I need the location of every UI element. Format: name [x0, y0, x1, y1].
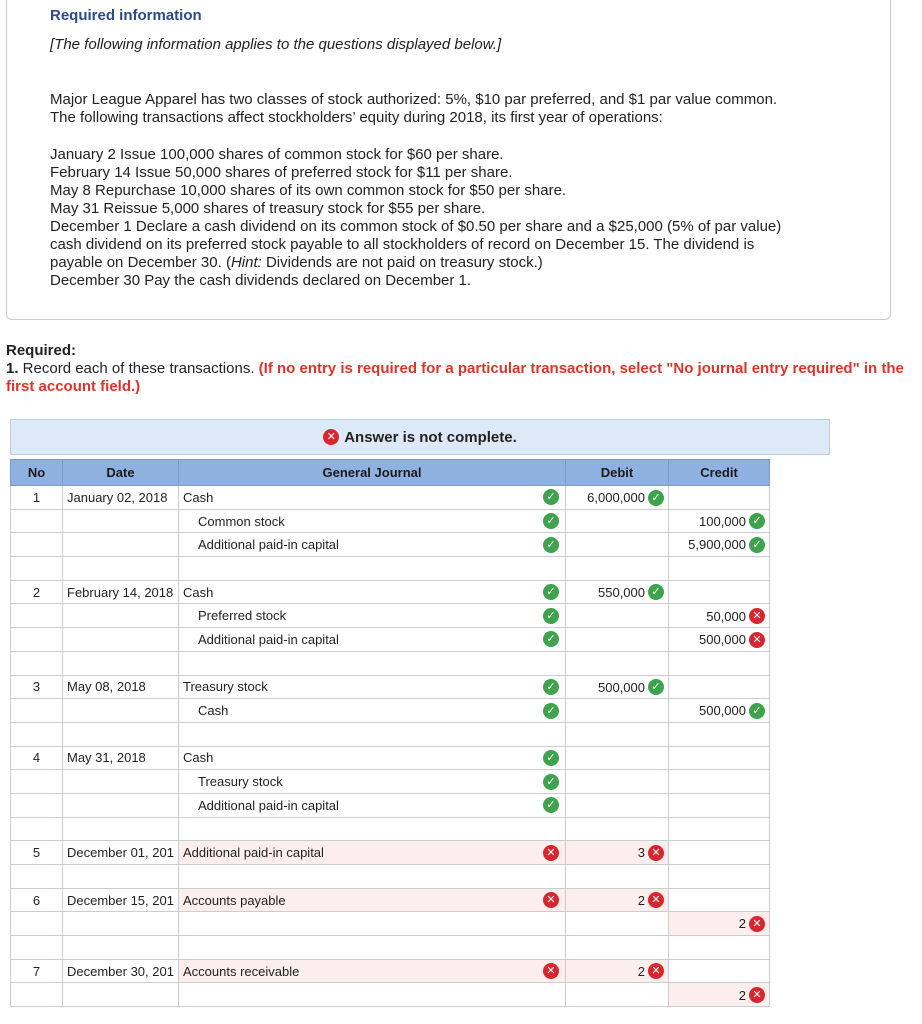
- debit-input[interactable]: [566, 699, 669, 723]
- check-icon: ✓: [749, 513, 765, 529]
- credit-input[interactable]: [669, 533, 770, 557]
- debit-input[interactable]: [566, 486, 669, 510]
- x-icon: ✕: [648, 845, 664, 861]
- account-name: Cash: [183, 584, 214, 600]
- check-icon: ✓: [749, 537, 765, 553]
- account-name: Cash: [183, 489, 214, 505]
- credit-input[interactable]: [669, 912, 770, 936]
- transaction-6: December 30 Pay the cash dividends declared on December 1.: [50, 272, 472, 289]
- empty-cell[interactable]: [179, 865, 566, 889]
- account-select[interactable]: [179, 841, 566, 865]
- table-row: [11, 746, 770, 770]
- entry-number: 4: [11, 746, 63, 770]
- empty-cell[interactable]: [179, 817, 566, 841]
- entry-number: [11, 912, 63, 936]
- blank-row: [11, 936, 770, 960]
- date-cell[interactable]: [63, 509, 179, 533]
- table-row: [11, 912, 770, 936]
- info-title: Required information: [50, 7, 202, 24]
- account-name: Additional paid-in capital: [198, 797, 339, 813]
- account-select[interactable]: [179, 486, 566, 510]
- credit-input[interactable]: [669, 888, 770, 912]
- check-icon: ✓: [543, 584, 559, 600]
- date-cell[interactable]: December 30, 201: [63, 959, 179, 983]
- credit-input[interactable]: [669, 604, 770, 628]
- table-row: [11, 959, 770, 983]
- transaction-4: May 31 Reissue 5,000 shares of treasury stock for $55 per share.: [50, 200, 486, 217]
- empty-cell[interactable]: [669, 557, 770, 581]
- debit-input[interactable]: [566, 912, 669, 936]
- entry-number: [11, 509, 63, 533]
- date-cell[interactable]: February 14, 2018: [63, 580, 179, 604]
- account-name: Additional paid-in capital: [198, 631, 339, 647]
- empty-cell[interactable]: [566, 722, 669, 746]
- debit-input[interactable]: [566, 580, 669, 604]
- credit-input[interactable]: [669, 699, 770, 723]
- account-select[interactable]: [179, 912, 566, 936]
- hint-label: Hint:: [230, 254, 262, 271]
- debit-input[interactable]: [566, 770, 669, 794]
- col-header-date: Date: [63, 460, 179, 486]
- empty-cell[interactable]: [669, 865, 770, 889]
- debit-input[interactable]: [566, 793, 669, 817]
- date-cell[interactable]: December 15, 201: [63, 888, 179, 912]
- date-cell[interactable]: May 31, 2018: [63, 746, 179, 770]
- entry-number: 1: [11, 486, 63, 510]
- x-icon: ✕: [749, 608, 765, 624]
- transaction-5c: payable on December 30. (Hint: Dividends are not paid on treasury stock.): [50, 254, 543, 271]
- check-icon: ✓: [648, 490, 664, 506]
- entry-number: [11, 533, 63, 557]
- table-row: [11, 888, 770, 912]
- account-name: Accounts payable: [183, 892, 286, 908]
- empty-cell[interactable]: [179, 557, 566, 581]
- table-row: [11, 983, 770, 1007]
- check-icon: ✓: [543, 631, 559, 647]
- check-icon: ✓: [648, 679, 664, 695]
- credit-input[interactable]: [669, 509, 770, 533]
- entry-number: 5: [11, 841, 63, 865]
- problem-intro: Major League Apparel has two classes of stock authorized: 5%, $10 par preferred, and $1 par value common. The following transactions affect stockholders’ equity during 2018, its first year of operations:: [50, 91, 778, 126]
- debit-input[interactable]: [566, 675, 669, 699]
- account-select[interactable]: [179, 746, 566, 770]
- debit-value: 500,000: [598, 679, 645, 695]
- account-select[interactable]: [179, 888, 566, 912]
- required-heading: Required:: [6, 342, 77, 359]
- credit-value: 2: [738, 916, 746, 932]
- table-row: [11, 486, 770, 510]
- date-cell[interactable]: January 02, 2018: [63, 486, 179, 510]
- transaction-5a: December 1 Declare a cash dividend on its common stock of $0.50 per share and a $25,000 (5% of par value): [50, 218, 782, 235]
- debit-input[interactable]: [566, 604, 669, 628]
- account-name: Cash: [183, 750, 214, 766]
- table-row: [11, 675, 770, 699]
- transactions-list: [50, 146, 870, 290]
- answer-status-bar: ✕ Answer is not complete.: [10, 419, 830, 455]
- x-icon: ✕: [749, 632, 765, 648]
- credit-value: 5,900,000: [688, 537, 746, 553]
- credit-input[interactable]: [669, 486, 770, 510]
- empty-cell: [63, 936, 179, 960]
- date-cell[interactable]: [63, 604, 179, 628]
- table-row: [11, 628, 770, 652]
- empty-cell: [11, 817, 63, 841]
- credit-input[interactable]: [669, 841, 770, 865]
- empty-cell: [11, 936, 63, 960]
- account-select[interactable]: [179, 770, 566, 794]
- blank-row: [11, 557, 770, 581]
- debit-input[interactable]: [566, 746, 669, 770]
- empty-cell[interactable]: [179, 651, 566, 675]
- empty-cell[interactable]: [566, 651, 669, 675]
- entry-number: 3: [11, 675, 63, 699]
- empty-cell[interactable]: [566, 865, 669, 889]
- credit-input[interactable]: [669, 959, 770, 983]
- date-cell[interactable]: [63, 533, 179, 557]
- credit-value: 500,000: [699, 632, 746, 648]
- account-name: Preferred stock: [198, 608, 287, 624]
- blank-row: [11, 817, 770, 841]
- credit-value: 50,000: [706, 608, 746, 624]
- col-header-no: No: [11, 460, 63, 486]
- entry-number: 7: [11, 959, 63, 983]
- credit-value: 2: [738, 987, 746, 1003]
- account-name: Treasury stock: [183, 679, 268, 695]
- empty-cell: [11, 865, 63, 889]
- debit-value: 6,000,000: [587, 490, 645, 506]
- check-icon: ✓: [543, 774, 559, 790]
- date-cell[interactable]: [63, 912, 179, 936]
- check-icon: ✓: [648, 584, 664, 600]
- date-cell[interactable]: [63, 770, 179, 794]
- x-icon: ✕: [749, 916, 765, 932]
- check-icon: ✓: [543, 513, 559, 529]
- entry-number: [11, 770, 63, 794]
- account-name: Cash: [198, 703, 229, 719]
- transaction-1: January 2 Issue 100,000 shares of common stock for $60 per share.: [50, 146, 504, 163]
- empty-cell: [11, 557, 63, 581]
- empty-cell: [11, 722, 63, 746]
- account-select[interactable]: [179, 959, 566, 983]
- credit-input[interactable]: [669, 675, 770, 699]
- table-row: [11, 604, 770, 628]
- empty-cell[interactable]: [179, 936, 566, 960]
- debit-input[interactable]: [566, 841, 669, 865]
- entry-number: 2: [11, 580, 63, 604]
- debit-value: 2: [637, 963, 645, 979]
- table-row: [11, 580, 770, 604]
- account-name: Additional paid-in capital: [183, 845, 324, 861]
- table-row: [11, 793, 770, 817]
- credit-value: 100,000: [699, 513, 746, 529]
- entry-number: [11, 628, 63, 652]
- account-select[interactable]: [179, 699, 566, 723]
- blank-row: [11, 865, 770, 889]
- check-icon: ✓: [543, 537, 559, 553]
- account-name: Additional paid-in capital: [198, 537, 339, 553]
- credit-input[interactable]: [669, 580, 770, 604]
- check-icon: ✓: [543, 703, 559, 719]
- empty-cell[interactable]: [179, 722, 566, 746]
- debit-input[interactable]: [566, 959, 669, 983]
- empty-cell: [63, 557, 179, 581]
- account-select[interactable]: [179, 580, 566, 604]
- transaction-5b: cash dividend on its preferred stock payable to all stockholders of record on December 15. The dividend is: [50, 236, 755, 253]
- check-icon: ✓: [749, 703, 765, 719]
- empty-cell: [11, 651, 63, 675]
- entry-number: [11, 793, 63, 817]
- credit-input[interactable]: [669, 628, 770, 652]
- credit-input[interactable]: [669, 793, 770, 817]
- account-name: Accounts receivable: [183, 963, 300, 979]
- check-icon: ✓: [543, 750, 559, 766]
- date-cell[interactable]: [63, 983, 179, 1007]
- entry-number: [11, 983, 63, 1007]
- account-select[interactable]: [179, 793, 566, 817]
- empty-cell[interactable]: [669, 651, 770, 675]
- x-icon: ✕: [648, 892, 664, 908]
- empty-cell: [63, 865, 179, 889]
- check-icon: ✓: [543, 797, 559, 813]
- empty-cell: [63, 722, 179, 746]
- date-cell[interactable]: [63, 699, 179, 723]
- date-cell[interactable]: [63, 628, 179, 652]
- debit-input[interactable]: [566, 888, 669, 912]
- x-icon: ✕: [543, 963, 559, 979]
- account-name: Treasury stock: [198, 774, 283, 790]
- debit-input[interactable]: [566, 628, 669, 652]
- account-select[interactable]: [179, 675, 566, 699]
- empty-cell[interactable]: [669, 722, 770, 746]
- account-select[interactable]: [179, 509, 566, 533]
- account-select[interactable]: [179, 533, 566, 557]
- entry-number: [11, 699, 63, 723]
- date-cell[interactable]: December 01, 201: [63, 841, 179, 865]
- col-header-journal: General Journal: [179, 460, 566, 486]
- account-select[interactable]: [179, 628, 566, 652]
- table-row: [11, 533, 770, 557]
- empty-cell[interactable]: [669, 936, 770, 960]
- x-icon: ✕: [543, 892, 559, 908]
- date-cell[interactable]: [63, 793, 179, 817]
- debit-input[interactable]: [566, 983, 669, 1007]
- date-cell[interactable]: May 08, 2018: [63, 675, 179, 699]
- empty-cell: [63, 651, 179, 675]
- table-row: [11, 770, 770, 794]
- credit-input[interactable]: [669, 770, 770, 794]
- table-row: [11, 509, 770, 533]
- empty-cell[interactable]: [566, 936, 669, 960]
- x-icon: ✕: [323, 429, 339, 445]
- empty-cell[interactable]: [566, 557, 669, 581]
- debit-value: 550,000: [598, 584, 645, 600]
- empty-cell[interactable]: [566, 817, 669, 841]
- x-icon: ✕: [648, 963, 664, 979]
- credit-value: 500,000: [699, 703, 746, 719]
- required-instruction: 1. Record each of these transactions. (If no entry is required for a particular transaction, select "No journal entry required" in the first account field.): [6, 360, 904, 395]
- info-subtitle: [The following information applies to the questions displayed below.]: [50, 36, 502, 53]
- debit-value: 2: [637, 892, 645, 908]
- credit-input[interactable]: [669, 746, 770, 770]
- blank-row: [11, 722, 770, 746]
- x-icon: ✕: [543, 845, 559, 861]
- debit-input[interactable]: [566, 533, 669, 557]
- table-row: [11, 699, 770, 723]
- account-name: Common stock: [198, 513, 285, 529]
- debit-value: 3: [637, 845, 645, 861]
- credit-input[interactable]: [669, 983, 770, 1007]
- account-select[interactable]: [179, 983, 566, 1007]
- col-header-credit: Credit: [669, 460, 770, 486]
- entry-number: [11, 604, 63, 628]
- transaction-2: February 14 Issue 50,000 shares of preferred stock for $11 per share.: [50, 164, 513, 181]
- col-header-debit: Debit: [566, 460, 669, 486]
- table-row: [11, 841, 770, 865]
- blank-row: [11, 651, 770, 675]
- empty-cell: [63, 817, 179, 841]
- transaction-3: May 8 Repurchase 10,000 shares of its own common stock for $50 per share.: [50, 182, 567, 199]
- check-icon: ✓: [543, 489, 559, 505]
- empty-cell[interactable]: [669, 817, 770, 841]
- check-icon: ✓: [543, 679, 559, 695]
- general-journal-table: [10, 459, 770, 1007]
- debit-input[interactable]: [566, 509, 669, 533]
- account-select[interactable]: [179, 604, 566, 628]
- check-icon: ✓: [543, 608, 559, 624]
- entry-number: 6: [11, 888, 63, 912]
- x-icon: ✕: [749, 987, 765, 1003]
